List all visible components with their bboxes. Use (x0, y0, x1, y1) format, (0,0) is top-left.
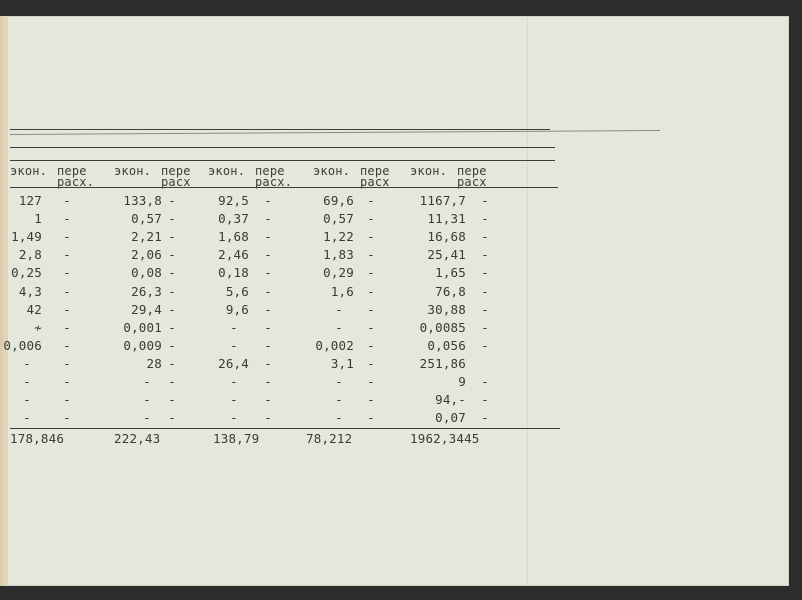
table-cell-pere: - (264, 410, 272, 426)
page-fold-line (527, 16, 528, 586)
table-cell: 9 (458, 374, 466, 389)
table-cell: 127 (18, 193, 42, 208)
table-cell-pere: - (367, 410, 375, 426)
table-cell: 4,3 (18, 283, 42, 299)
table-cell: - (230, 337, 238, 353)
table-cell: 29,4 (131, 301, 162, 317)
table-cell-pere: - (481, 265, 489, 281)
table-cell-pere: - (168, 193, 176, 208)
column-header-rash: расх (457, 175, 487, 189)
table-cell-pere: - (367, 392, 375, 408)
table-cell: 1,6 (330, 283, 354, 299)
column-header-econ: экон. (313, 164, 351, 178)
column-header-pere: пере (360, 164, 390, 178)
table-cell-pere: - (264, 319, 272, 335)
table-cell-pere: - (481, 374, 489, 389)
column-header-pere: пере (457, 164, 487, 178)
table-cell-pere: - (168, 319, 176, 335)
table-cell-pere: - (168, 265, 176, 281)
table-cell: - (23, 392, 31, 408)
column-header-pere: пере (255, 164, 285, 178)
table-cell-pere: - (63, 301, 71, 317)
table-cell: 2,06 (131, 247, 162, 263)
total-cell: 78,212 (306, 431, 353, 446)
table-cell: - (23, 374, 31, 389)
column-header-rash: расх. (255, 175, 293, 189)
table-cell-pere: - (367, 319, 375, 335)
table-cell-pere: - (264, 211, 272, 227)
table-cell: 0,29 (323, 265, 354, 281)
table-cell: 92,5 (218, 193, 249, 208)
table-cell: - (23, 355, 31, 371)
table-cell-pere: - (168, 301, 176, 317)
table-cell: 0,37 (218, 211, 249, 227)
column-header-econ: экон. (10, 164, 48, 178)
total-cell: 222,43 (114, 431, 161, 446)
table-cell-pere: - (264, 229, 272, 245)
table-cell: 3,1 (330, 355, 354, 371)
top-rule-1 (10, 129, 550, 130)
table-cell-pere: - (63, 193, 71, 208)
table-cell-pere: - (264, 337, 272, 353)
column-header-econ: экон. (208, 164, 246, 178)
table-cell: - (143, 374, 151, 389)
column-header-econ: экон. (410, 164, 448, 178)
table-cell-pere: - (168, 374, 176, 389)
table-cell-pere: - (264, 265, 272, 281)
table-cell-pere: - (367, 283, 375, 299)
totals-rule (10, 428, 560, 429)
table-cell-pere: - (168, 247, 176, 263)
table-cell-pere: - (367, 355, 375, 371)
table-cell-pere: - (63, 211, 71, 227)
table-cell: 0,57 (131, 211, 162, 227)
table-cell: 251,86 (419, 355, 466, 371)
table-cell: 9,6 (225, 301, 249, 317)
table-cell-pere: - (63, 229, 71, 245)
table-cell: 5,6 (225, 283, 249, 299)
table-cell: 28 (146, 355, 162, 371)
table-cell-pere: - (367, 193, 375, 208)
table-cell: 69,6 (323, 193, 354, 208)
table-cell: 1,22 (323, 229, 354, 245)
table-cell: 42 (26, 301, 42, 317)
table-cell: - (335, 319, 343, 335)
table-cell-pere: - (63, 337, 71, 353)
table-cell: ≁ (34, 319, 42, 335)
table-cell: - (230, 392, 238, 408)
total-cell: 178,846 (10, 431, 65, 446)
table-cell-pere: - (481, 211, 489, 227)
table-cell: 94,- (435, 392, 466, 408)
table-cell: 2,8 (18, 247, 42, 263)
total-cell: 138,79 (213, 431, 260, 446)
table-cell: 0,07 (435, 410, 466, 426)
table-cell: - (230, 374, 238, 389)
table-cell-pere: - (63, 374, 71, 389)
table-cell-pere: - (63, 283, 71, 299)
table-cell-pere: - (168, 229, 176, 245)
table-cell-pere: - (367, 265, 375, 281)
table-cell: 1,65 (435, 265, 466, 281)
table-cell: 1,49 (11, 229, 42, 245)
table-cell: 76,8 (435, 283, 466, 299)
table-cell-pere: - (264, 355, 272, 371)
table-cell-pere: - (481, 319, 489, 335)
table-cell-pere: - (367, 211, 375, 227)
table-cell-pere: - (367, 301, 375, 317)
table-cell: 30,88 (427, 301, 466, 317)
column-header-rash: расх (161, 175, 191, 189)
table-cell: 0,18 (218, 265, 249, 281)
table-cell-pere: - (481, 283, 489, 299)
table-cell: 2,46 (218, 247, 249, 263)
table-cell: 1 (34, 211, 42, 227)
table-cell: 11,31 (427, 211, 466, 227)
table-cell: 133,8 (123, 193, 162, 208)
table-cell: 26,3 (131, 283, 162, 299)
column-header-pere: пере (161, 164, 191, 178)
table-cell: - (143, 392, 151, 408)
table-cell-pere: - (63, 265, 71, 281)
table-cell: 1,83 (323, 247, 354, 263)
table-cell: - (335, 374, 343, 389)
table-cell: 0,57 (323, 211, 354, 227)
table-cell-pere: - (264, 301, 272, 317)
table-cell-pere: - (264, 374, 272, 389)
table-cell-pere: - (264, 247, 272, 263)
table-cell: - (335, 410, 343, 426)
document-page (7, 16, 789, 586)
table-cell: 26,4 (218, 355, 249, 371)
table-cell: 0,006 (3, 337, 42, 353)
table-cell-pere: - (264, 283, 272, 299)
table-cell-pere: - (168, 392, 176, 408)
table-cell-pere: - (481, 229, 489, 245)
table-cell: 25,41 (427, 247, 466, 263)
table-cell-pere: - (264, 392, 272, 408)
table-cell: - (230, 410, 238, 426)
table-cell: 1,68 (218, 229, 249, 245)
table-cell-pere: - (481, 193, 489, 208)
table-cell-pere: - (367, 229, 375, 245)
table-cell-pere: - (168, 337, 176, 353)
table-cell-pere: - (367, 247, 375, 263)
table-cell: 2,21 (131, 229, 162, 245)
table-cell: - (335, 301, 343, 317)
table-cell-pere: - (168, 283, 176, 299)
table-cell-pere: - (63, 319, 71, 335)
table-cell-pere: - (63, 410, 71, 426)
table-cell: - (230, 319, 238, 335)
table-cell-pere: - (63, 355, 71, 371)
table-cell-pere: - (481, 392, 489, 408)
column-header-rash: расх. (57, 175, 95, 189)
table-cell: 0,25 (11, 265, 42, 281)
table-cell-pere: - (168, 355, 176, 371)
column-header-rash: расх (360, 175, 390, 189)
column-header-econ: экон. (114, 164, 152, 178)
table-cell-pere: - (481, 247, 489, 263)
table-cell: 0,001 (123, 319, 162, 335)
table-cell-pere: - (481, 301, 489, 317)
table-cell: 0,056 (427, 337, 466, 353)
table-cell: 0,0085 (419, 319, 466, 335)
table-cell-pere: - (367, 337, 375, 353)
table-cell: 0,08 (131, 265, 162, 281)
header-top-rule (10, 160, 555, 161)
table-cell-pere: - (481, 410, 489, 426)
table-cell-pere: - (367, 374, 375, 389)
table-cell-pere: - (168, 211, 176, 227)
table-cell: - (23, 410, 31, 426)
table-cell: - (143, 410, 151, 426)
table-cell-pere: - (481, 337, 489, 353)
table-cell-pere: - (63, 247, 71, 263)
table-cell: 1167,7 (419, 193, 466, 208)
table-cell-pere: - (168, 410, 176, 426)
column-header-pere: пере (57, 164, 87, 178)
table-cell-pere: - (264, 193, 272, 208)
table-cell-pere: - (63, 392, 71, 408)
table-cell: 0,002 (315, 337, 354, 353)
table-cell: 0,009 (123, 337, 162, 353)
top-rule-2 (10, 147, 555, 148)
table-cell: - (335, 392, 343, 408)
total-cell: 1962,3445 (410, 431, 480, 446)
table-cell: 16,68 (427, 229, 466, 245)
